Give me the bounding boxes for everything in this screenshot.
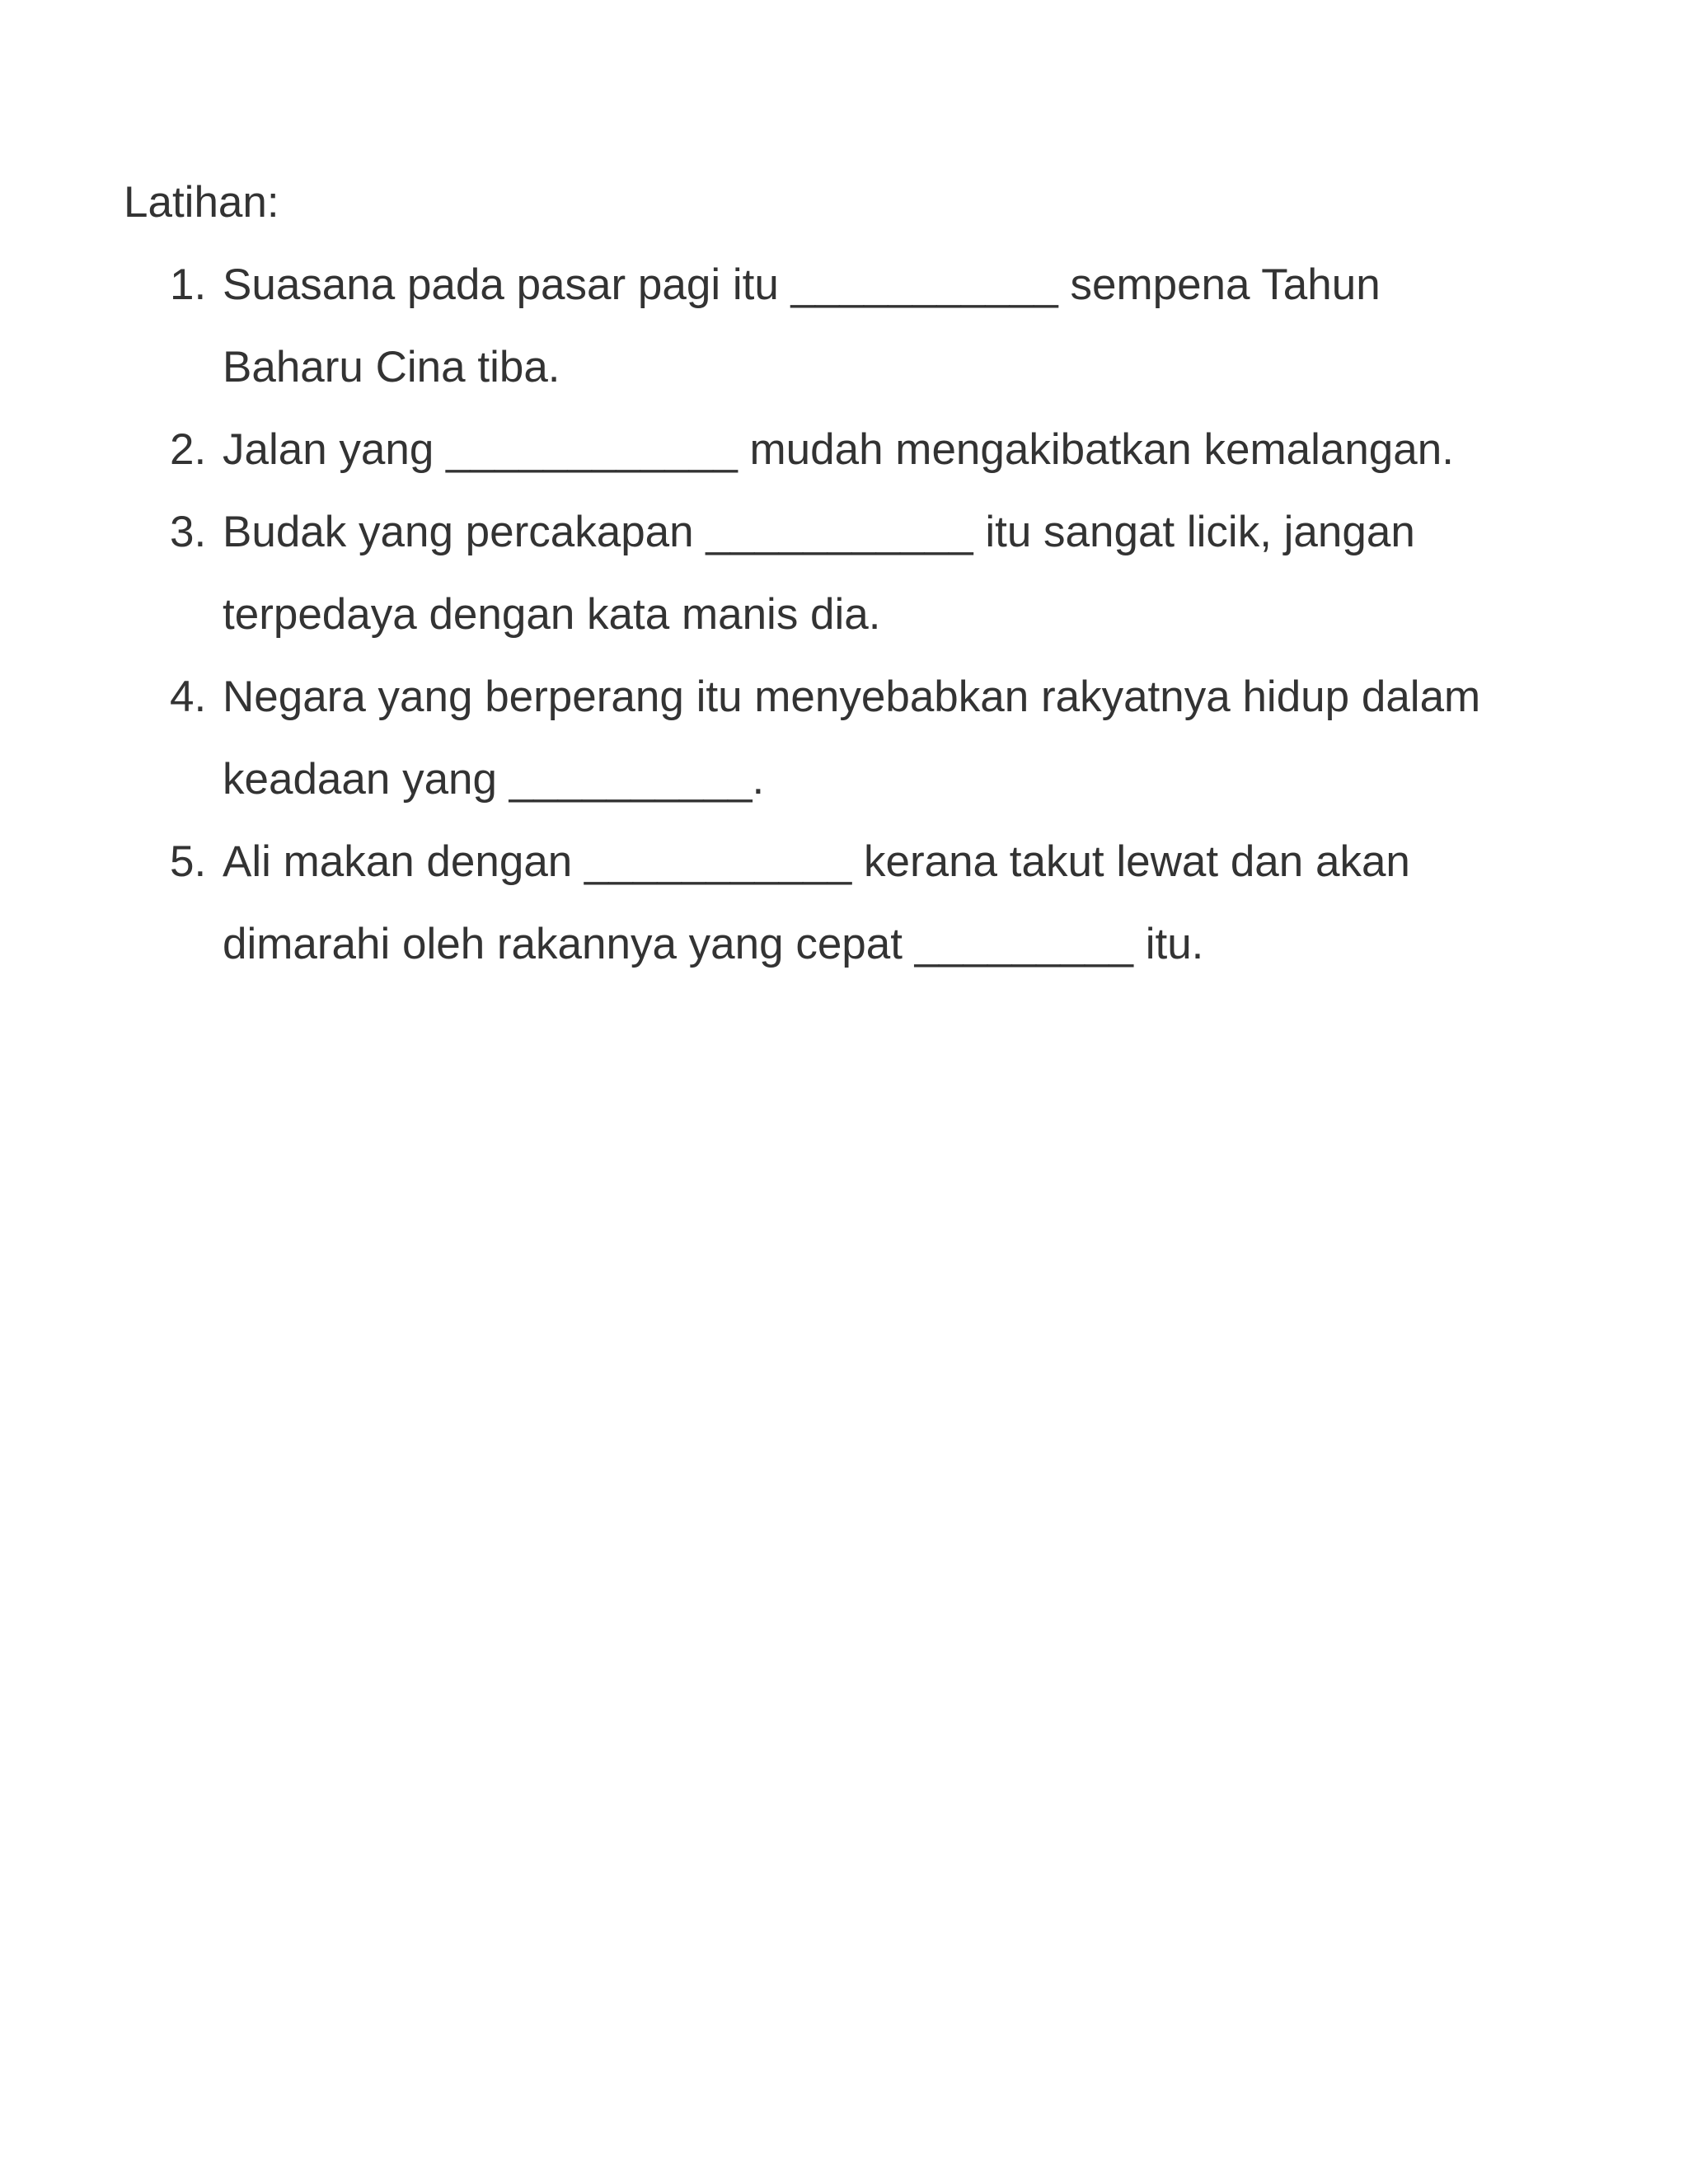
item-line: Negara yang berperang itu menyebabkan rakyatnya hidup dalam <box>223 673 1481 721</box>
item-line: Ali makan dengan ___________ kerana takut lewat dan akan <box>223 837 1410 886</box>
item-number: 2. <box>170 425 207 474</box>
exercise-item-2 <box>124 409 1574 491</box>
exercise-list <box>124 244 1574 986</box>
item-number: 5. <box>170 837 207 886</box>
item-line: keadaan yang __________. <box>223 755 765 804</box>
exercise-item-1 <box>124 244 1574 409</box>
item-line: Budak yang percakapan ___________ itu sangat licik, jangan <box>223 508 1415 556</box>
exercise-item-3 <box>124 491 1574 656</box>
item-number: 3. <box>170 508 207 556</box>
item-line: terpedaya dengan kata manis dia. <box>223 590 881 639</box>
item-line: Baharu Cina tiba. <box>223 343 560 391</box>
item-number: 4. <box>170 673 207 721</box>
exercise-item-4 <box>124 656 1574 821</box>
page-heading: Latihan: <box>124 178 279 227</box>
item-line: Jalan yang ____________ mudah mengakibatkan kemalangan. <box>223 425 1454 474</box>
worksheet-page <box>124 162 1574 986</box>
item-number: 1. <box>170 260 207 309</box>
exercise-item-5 <box>124 821 1574 986</box>
item-line: Suasana pada pasar pagi itu ___________ sempena Tahun <box>223 260 1381 309</box>
item-line: dimarahi oleh rakannya yang cepat _________ itu. <box>223 920 1204 968</box>
